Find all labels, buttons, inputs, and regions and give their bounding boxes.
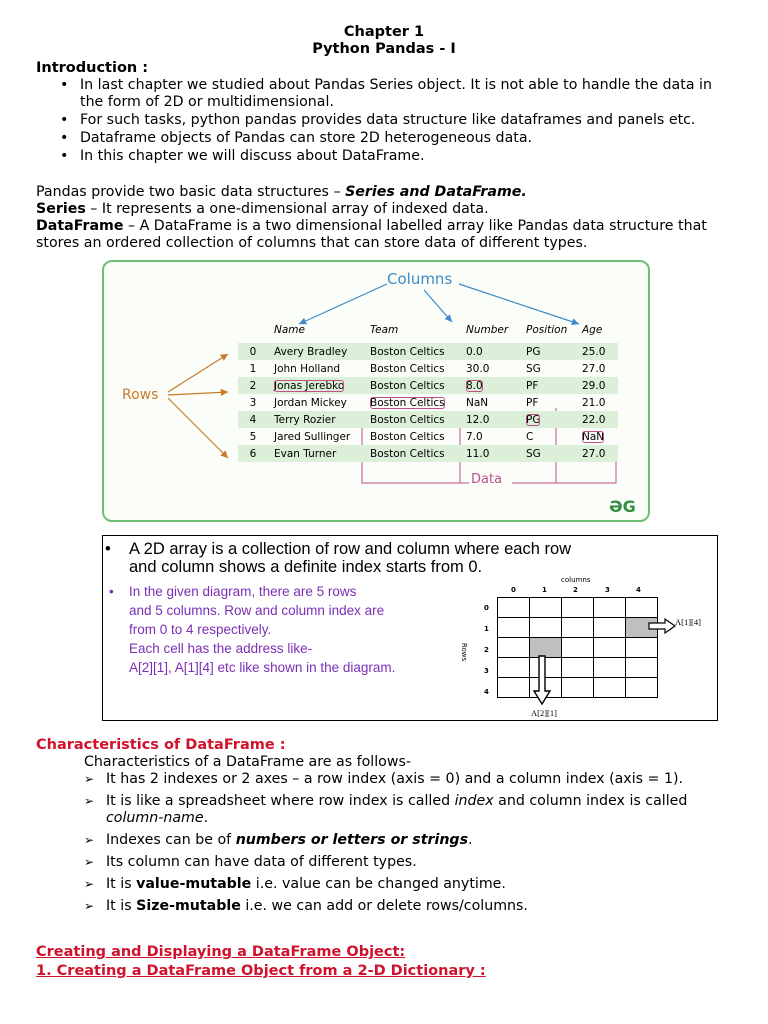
data-label: Data xyxy=(471,472,503,487)
table-row xyxy=(238,428,618,445)
item-text: Indexes can be of xyxy=(106,832,236,848)
column-index: 1 xyxy=(542,586,547,594)
highlighted-cell xyxy=(520,411,576,428)
item-text: and column index is called xyxy=(493,793,688,809)
highlight-box: 8.0 xyxy=(466,379,483,392)
series-definition xyxy=(36,201,748,218)
description-line: • In the given diagram, there are 5 rows xyxy=(109,582,469,601)
item-emphasis: Size-mutable xyxy=(136,898,241,914)
row-index: 5 xyxy=(249,430,257,443)
highlight-box: PG xyxy=(526,413,541,426)
row-index: 0 xyxy=(484,604,489,612)
characteristic-item xyxy=(84,793,736,827)
dataframe-text: – A DataFrame is a two dimensional labelled array like Pandas data structure that stores an ordered collection of columns that can store data of different types. xyxy=(36,218,707,251)
table-header-row xyxy=(238,322,618,343)
chapter-number: Chapter 1 xyxy=(343,24,425,40)
table-cell: 30.0 xyxy=(466,362,490,375)
row-index: 1 xyxy=(484,625,489,633)
table-cell: SG xyxy=(520,445,576,462)
series-term: Series xyxy=(36,201,86,217)
table-cell: 22.0 xyxy=(576,411,618,428)
table-cell: Boston Celtics xyxy=(364,445,460,462)
highlighted-cell xyxy=(364,394,460,411)
highlighted-cell xyxy=(460,377,520,394)
geeksforgeeks-logo: ƏG xyxy=(609,497,636,516)
table-cell: 25.0 xyxy=(576,343,618,360)
basic-structures-emphasis: Series and DataFrame. xyxy=(345,184,527,200)
arrow-right-icon xyxy=(649,619,675,633)
table-cell: Evan Turner xyxy=(268,445,364,462)
table-cell: Jordan Mickey xyxy=(274,396,347,409)
series-text: – It represents a one-dimensional array of indexed data. xyxy=(85,201,489,217)
column-index: 4 xyxy=(636,586,641,594)
table-cell: PF xyxy=(520,377,576,394)
characteristics-heading: Characteristics of DataFrame : xyxy=(36,737,286,753)
table-cell: 21.0 xyxy=(582,396,606,409)
array-definition-line: • A 2D array is a collection of row and column where each row xyxy=(129,540,572,558)
table-cell: Boston Celtics xyxy=(364,377,460,394)
table-row xyxy=(238,377,618,394)
description-line: from 0 to 4 respectively. xyxy=(129,622,272,637)
table-cell: Boston Celtics xyxy=(364,411,460,428)
highlight-box: Boston Celtics xyxy=(370,396,445,409)
columns-label: Columns xyxy=(387,270,453,288)
basic-structures-text: Pandas provide two basic data structures – xyxy=(36,184,346,200)
table-cell: 29.0 xyxy=(576,377,618,394)
characteristic-item: ➢ It has 2 indexes or 2 axes – a row index (axis = 0) and a column index (axis = 1). xyxy=(84,771,736,788)
row-index: 6 xyxy=(238,445,268,462)
item-emphasis: value-mutable xyxy=(136,876,252,892)
basic-structures-line xyxy=(36,184,748,201)
table-cell: 27.0 xyxy=(582,362,606,375)
table-row xyxy=(238,343,618,360)
table-row xyxy=(238,394,618,411)
characteristic-item xyxy=(84,832,736,849)
row-index: 3 xyxy=(249,396,257,409)
dataframe-definition xyxy=(36,218,748,252)
table-row xyxy=(238,360,618,377)
row-index: 1 xyxy=(249,362,257,375)
dataframe-figure xyxy=(102,260,650,522)
arrow-down-icon xyxy=(534,656,550,704)
column-index: 3 xyxy=(605,586,610,594)
table-cell: 27.0 xyxy=(576,445,618,462)
item-text: . xyxy=(468,832,473,848)
highlighted-cell xyxy=(268,377,364,394)
table-row xyxy=(238,411,618,428)
column-index: 2 xyxy=(573,586,578,594)
a21-label: A[2][1] xyxy=(531,708,557,718)
characteristics-list xyxy=(84,771,736,920)
table-cell: 7.0 xyxy=(466,430,483,443)
item-text: It is xyxy=(106,876,137,892)
column-index: 0 xyxy=(511,586,516,594)
dataframe-table xyxy=(238,322,618,462)
characteristic-item xyxy=(84,876,736,893)
column-header: Position xyxy=(526,324,568,336)
row-index: 3 xyxy=(484,667,489,675)
a14-label: A[1][4] xyxy=(675,617,701,627)
table-row xyxy=(238,445,618,462)
description-line: Each cell has the address like- xyxy=(129,641,313,656)
item-emphasis: index xyxy=(454,793,494,809)
introduction-heading: Introduction : xyxy=(36,60,149,76)
index-header xyxy=(238,322,268,343)
table-cell: 11.0 xyxy=(460,445,520,462)
table-cell: Boston Celtics xyxy=(364,343,460,360)
row-index: 2 xyxy=(238,377,268,394)
item-text: It is like a spreadsheet where row index is called xyxy=(106,793,455,809)
row-index: 4 xyxy=(238,411,268,428)
item-text: i.e. we can add or delete rows/columns. xyxy=(240,898,528,914)
item-text: It is xyxy=(106,898,137,914)
table-cell: John Holland xyxy=(274,362,341,375)
array-2d-figure xyxy=(102,535,718,721)
column-header: Number xyxy=(466,324,509,336)
intro-bullet: • In last chapter we studied about Pandas Series object. It is not able to handle the data in the form of 2D or multidimensional. xyxy=(56,77,738,111)
highlighted-cell xyxy=(576,428,618,445)
chapter-title: Python Pandas - I xyxy=(312,41,456,57)
table-cell: 12.0 xyxy=(460,411,520,428)
item-emphasis: column-name xyxy=(106,810,204,826)
table-cell: C xyxy=(526,430,534,443)
columns-caption: columns xyxy=(561,576,591,584)
intro-bullet-list xyxy=(56,77,738,166)
highlight-box: Jonas Jerebko xyxy=(274,379,345,392)
table-cell: Terry Rozier xyxy=(268,411,364,428)
table-cell: 0.0 xyxy=(460,343,520,360)
intro-bullet: • Dataframe objects of Pandas can store 2D heterogeneous data. xyxy=(56,130,738,147)
column-arrows xyxy=(299,284,579,324)
column-header: Team xyxy=(370,324,399,336)
array-definition-line: and column shows a definite index starts from 0. xyxy=(129,558,483,576)
table-cell: Boston Celtics xyxy=(370,430,445,443)
intro-bullet: • For such tasks, python pandas provides data structure like dataframes and panels etc. xyxy=(56,112,738,129)
description-line: and 5 columns. Row and column index are xyxy=(129,603,385,618)
row-index: 0 xyxy=(238,343,268,360)
column-header: Age xyxy=(582,324,603,336)
rows-label: Rows xyxy=(122,387,159,403)
characteristic-item: ➢ Its column can have data of different types. xyxy=(84,854,736,871)
item-text: . xyxy=(203,810,209,826)
row-index: 4 xyxy=(484,688,489,696)
intro-bullet: • In this chapter we will discuss about DataFrame. xyxy=(56,148,738,165)
table-cell: Avery Bradley xyxy=(268,343,364,360)
column-header: Name xyxy=(274,324,305,336)
rows-caption: Rows xyxy=(460,642,469,662)
table-cell: Boston Celtics xyxy=(370,362,445,375)
subsection-heading: 1. Creating a DataFrame Object from a 2-D Dictionary : xyxy=(36,963,486,979)
grid-arrows xyxy=(103,536,719,722)
table-cell: Jared Sullinger xyxy=(274,430,351,443)
table-cell: PF xyxy=(526,396,539,409)
item-text: i.e. value can be changed anytime. xyxy=(251,876,506,892)
item-emphasis: numbers or letters or strings xyxy=(235,832,469,848)
table-cell: NaN xyxy=(466,396,489,409)
table-cell: SG xyxy=(526,362,541,375)
row-arrows xyxy=(168,354,228,458)
highlight-box: NaN xyxy=(582,430,605,443)
characteristics-intro: Characteristics of a DataFrame are as follows- xyxy=(84,754,411,770)
characteristic-item xyxy=(84,898,736,915)
dataframe-term: DataFrame xyxy=(36,218,124,234)
row-index: 2 xyxy=(484,646,489,654)
table-cell: PG xyxy=(520,343,576,360)
description-line: A[2][1], A[1][4] etc like shown in the diagram. xyxy=(129,660,396,675)
creating-section-heading: Creating and Displaying a DataFrame Object: xyxy=(36,944,406,960)
